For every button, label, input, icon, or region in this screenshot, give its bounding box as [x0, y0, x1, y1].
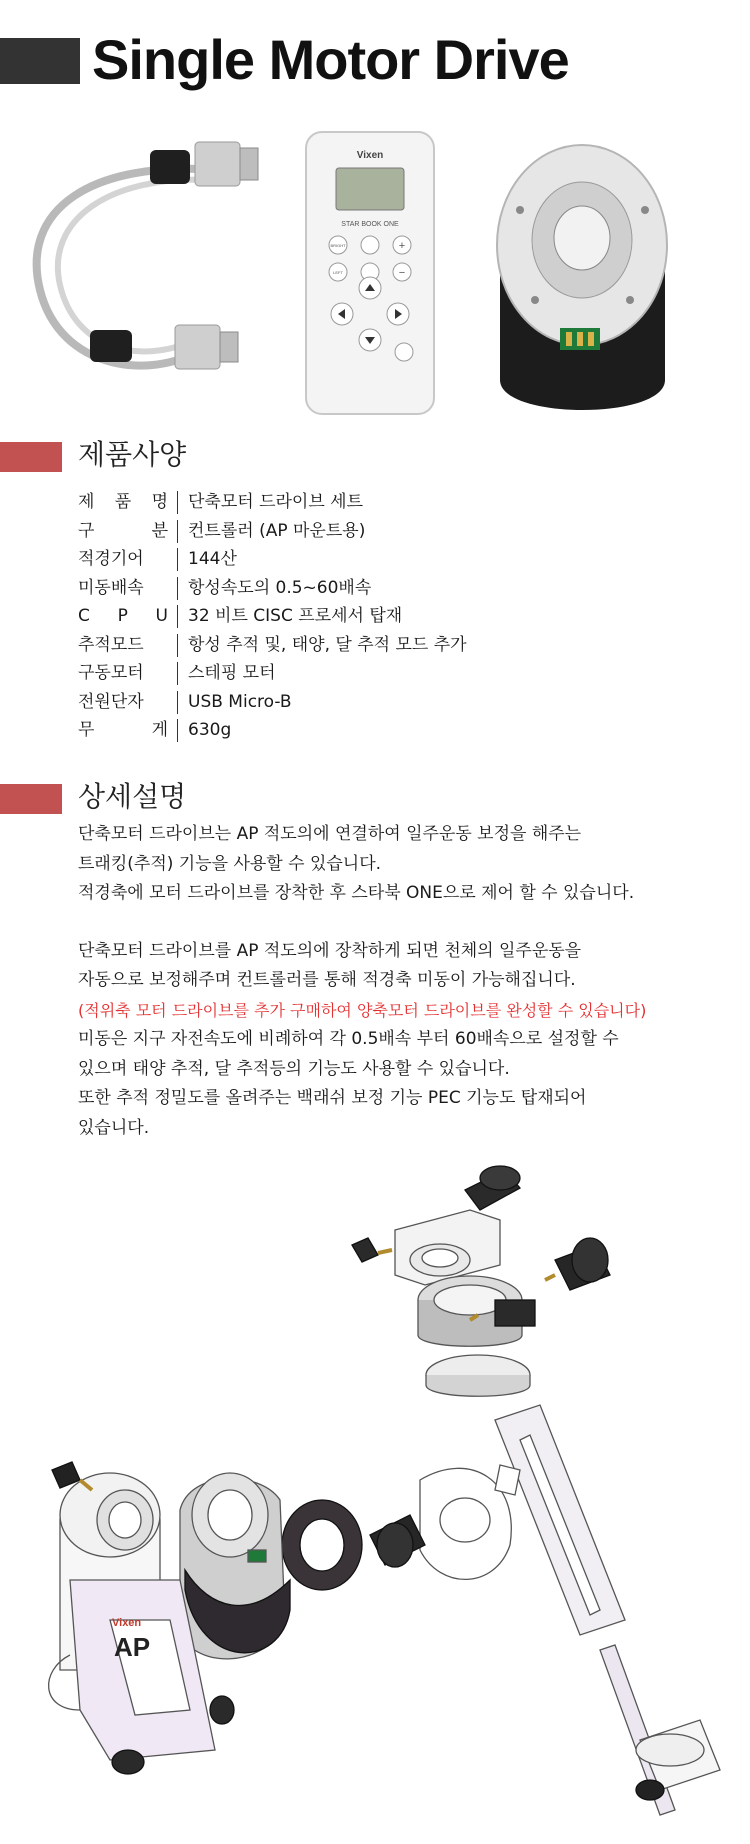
- motor-drive-part: [180, 1473, 290, 1659]
- spec-separator: [177, 691, 178, 714]
- motor-ring-part: [418, 1276, 535, 1346]
- spec-value: 144산: [188, 549, 237, 569]
- spec-section-title: 제품사양: [78, 438, 187, 471]
- spec-row: [78, 631, 678, 660]
- spec-label: 무 게: [78, 720, 168, 740]
- desc-line: 있으며 태양 추적, 달 추적등의 기능도 사용할 수 있습니다.: [78, 1058, 510, 1079]
- spec-row: [78, 688, 678, 717]
- controller-model: STAR BOOK ONE: [341, 221, 399, 228]
- motor-mount-outline-part: [420, 1465, 520, 1579]
- desc-line: 또한 추적 정밀도를 올려주는 백래쉬 보정 기능 PEC 기능도 탑재되어: [78, 1088, 587, 1108]
- product-photos: [0, 120, 750, 430]
- ferrite-core-bottom: [90, 330, 132, 362]
- description-text: [78, 820, 698, 1143]
- svg-text:−: −: [398, 267, 406, 279]
- right-knob-part: [545, 1238, 610, 1290]
- spec-value: 항성 추적 및, 태양, 달 추적 모드 추가: [188, 634, 467, 655]
- desc-line: 있습니다.: [78, 1117, 150, 1138]
- desc-note-red: (적위축 모터 드라이브를 추가 구매하여 양축모터 드라이브를 완성할 수 있습니다): [78, 1000, 647, 1020]
- spec-label: 구 분: [78, 520, 168, 541]
- spec-row: [78, 716, 678, 745]
- spec-value: USB Micro-B: [188, 691, 292, 712]
- spec-separator: [177, 605, 178, 628]
- assembly-diagram: [0, 1150, 750, 1844]
- title-accent-bar: [0, 38, 80, 84]
- desc-section-title: 상세설명: [78, 780, 187, 813]
- spec-label: C P U: [78, 606, 168, 626]
- starbook-one-controller-image: [306, 132, 434, 414]
- controller-brand: Vixen: [356, 150, 384, 161]
- page-title: Single Motor Drive: [92, 28, 569, 91]
- diagram-ap-logo: AP: [114, 1632, 151, 1662]
- spec-value: 단축모터 드라이브 세트: [188, 492, 364, 512]
- ferrite-core-top: [150, 150, 190, 184]
- small-screw-part: [352, 1238, 392, 1262]
- spec-row: [78, 602, 678, 631]
- desc-line: 적경축에 모터 드라이브를 장착한 후 스타북 ONE으로 제어 할 수 있습니다.: [78, 883, 635, 903]
- spec-value: 스테핑 모터: [188, 663, 276, 683]
- spec-label: 적경기어: [78, 549, 144, 569]
- spec-row: [78, 574, 678, 603]
- spec-value: 630g: [188, 720, 232, 740]
- spec-section-accent-bar: [0, 442, 62, 472]
- spec-label: 미동배속: [78, 577, 144, 598]
- spec-value: 컨트롤러 (AP 마운트용): [188, 520, 366, 541]
- spec-separator: [177, 548, 178, 571]
- spec-label: 전원단자: [78, 691, 144, 712]
- spec-row: [78, 517, 678, 546]
- dovetail-bracket-part: [495, 1405, 625, 1635]
- counterweight-part: [636, 1720, 720, 1800]
- desc-section-accent-bar: [0, 784, 62, 814]
- spec-separator: [177, 577, 178, 600]
- desc-line: 단축모터 드라이브를 AP 적도의에 장착하게 되면 천체의 일주운동을: [78, 940, 582, 961]
- light-bulb-icon: [395, 343, 413, 361]
- desc-line: 자동으로 보정해주며 컨트롤러를 통해 적경축 미동이 가능해집니다.: [78, 970, 576, 990]
- middle-knob-part: [370, 1515, 425, 1567]
- serial-cable-image: [37, 142, 258, 369]
- top-knob-part: [465, 1166, 520, 1210]
- spec-row: [78, 488, 678, 517]
- diagram-brand-label: Vixen: [112, 1617, 142, 1629]
- motor-drive-unit-image: [497, 145, 667, 410]
- left-screw-part: [52, 1462, 92, 1490]
- svg-text:LEFT: LEFT: [333, 270, 343, 275]
- spec-separator: [177, 491, 178, 514]
- desc-line: 미동은 지구 자전속도에 비례하여 각 0.5배속 부터 60배속으로 설정할 수: [78, 1029, 619, 1049]
- spec-label: 구동모터: [78, 663, 144, 683]
- spec-separator: [177, 662, 178, 685]
- spec-value: 32 비트 CISC 프로세서 탑재: [188, 606, 403, 626]
- desc-line: 단축모터 드라이브는 AP 적도의에 연결하여 일주운동 보정을 해주는: [78, 824, 582, 844]
- spec-row: [78, 545, 678, 574]
- controller-lcd: [336, 168, 404, 210]
- spec-row: [78, 659, 678, 688]
- spec-table: [78, 488, 678, 745]
- svg-text:+: +: [398, 240, 406, 252]
- spec-value: 항성속도의 0.5~60배속: [188, 577, 372, 598]
- base-plate-part: [426, 1355, 530, 1396]
- spec-separator: [177, 634, 178, 657]
- spec-label: 추적모드: [78, 634, 144, 655]
- spec-separator: [177, 520, 178, 543]
- spec-label: 제 품 명: [78, 492, 168, 512]
- svg-text:BRIGHT: BRIGHT: [330, 243, 346, 248]
- top-clamp-part: [395, 1210, 500, 1285]
- ring-adapter-part: [282, 1500, 362, 1590]
- spec-separator: [177, 719, 178, 742]
- desc-line: 트래킹(추적) 기능을 사용할 수 있습니다.: [78, 853, 382, 874]
